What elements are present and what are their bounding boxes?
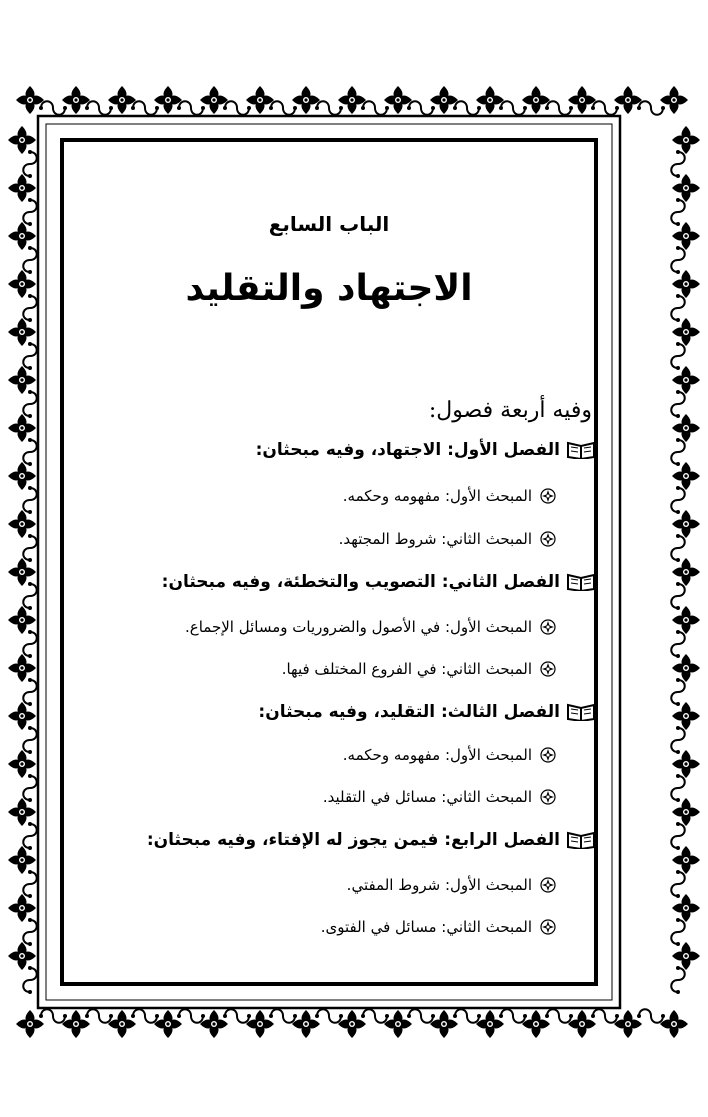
border-ornament: [672, 222, 700, 250]
border-scroll: [637, 101, 665, 115]
chapter-heading: [147, 830, 596, 850]
border-ornament: [672, 366, 700, 394]
border-scroll: [315, 1009, 343, 1023]
open-book-icon: [566, 703, 596, 721]
border-ornament: [672, 942, 700, 970]
border-scroll: [671, 534, 685, 562]
border-scroll: [671, 726, 685, 754]
chapter-title: الفصل الرابع: فيمن يجوز له الإفتاء، وفيه مبحثان:: [146, 830, 560, 850]
border-scroll: [131, 101, 159, 115]
border-ornament: [8, 894, 36, 922]
section-item: [282, 660, 556, 678]
chapter-number: الباب السابع: [268, 212, 390, 236]
border-ornament: [672, 894, 700, 922]
border-ornament: [568, 86, 596, 114]
border-ornament: [8, 510, 36, 538]
border-ornament: [660, 1010, 688, 1038]
border-ornament: [246, 1010, 274, 1038]
border-scroll: [671, 438, 685, 466]
border-ornament: [108, 1010, 136, 1038]
section-item: [343, 487, 556, 505]
border-scroll: [407, 1009, 435, 1023]
border-scroll: [23, 918, 37, 946]
flower-star-icon: [540, 747, 556, 763]
border-scroll: [453, 1009, 481, 1023]
border-ornament: [292, 86, 320, 114]
border-scroll: [671, 918, 685, 946]
flower-star-icon: [540, 531, 556, 547]
border-scroll: [23, 438, 37, 466]
flower-star-icon: [540, 661, 556, 677]
border-scroll: [671, 198, 685, 226]
border-ornament: [338, 86, 366, 114]
border-ornament: [8, 366, 36, 394]
border-ornament: [672, 270, 700, 298]
border-scroll: [131, 1009, 159, 1023]
border-ornament: [8, 318, 36, 346]
border-scroll: [85, 1009, 113, 1023]
border-scroll: [671, 486, 685, 514]
border-ornament: [246, 86, 274, 114]
border-scroll: [671, 678, 685, 706]
border-ornament: [614, 1010, 642, 1038]
border-ornament: [8, 654, 36, 682]
border-ornament: [672, 462, 700, 490]
section-title: المبحث الثاني: شروط المجتهد.: [338, 530, 532, 548]
border-scroll: [407, 101, 435, 115]
border-scroll: [499, 1009, 527, 1023]
border-scroll: [671, 822, 685, 850]
inner-frame: [60, 138, 598, 986]
border-scroll: [23, 774, 37, 802]
section-title: المبحث الأول: في الأصول والضروريات ومسائل الإجماع.: [185, 618, 532, 636]
section-item: [347, 876, 556, 894]
border-scroll: [23, 534, 37, 562]
border-scroll: [23, 246, 37, 274]
border-scroll: [269, 1009, 297, 1023]
border-scroll: [23, 294, 37, 322]
border-ornament: [476, 1010, 504, 1038]
border-ornament: [430, 1010, 458, 1038]
chapter-heading: [256, 440, 596, 460]
border-ornament: [154, 1010, 182, 1038]
border-ornament: [8, 798, 36, 826]
border-ornament: [16, 1010, 44, 1038]
border-ornament: [614, 86, 642, 114]
section-item: [343, 746, 556, 764]
section-title: المبحث الثاني: مسائل في التقليد.: [322, 788, 532, 806]
border-ornament: [672, 750, 700, 778]
border-ornament: [672, 318, 700, 346]
border-scroll: [23, 150, 37, 178]
page-title: الاجتهاد والتقليد: [185, 268, 473, 309]
chapter-title: الفصل الثالث: التقليد، وفيه مبحثان:: [258, 702, 560, 722]
border-scroll: [637, 1009, 665, 1023]
chapter-heading: [258, 702, 596, 722]
open-book-icon: [566, 441, 596, 459]
border-scroll: [671, 246, 685, 274]
border-ornament: [672, 654, 700, 682]
chapter-title: الفصل الأول: الاجتهاد، وفيه مبحثان:: [255, 440, 560, 460]
border-ornament: [384, 1010, 412, 1038]
section-title: المبحث الثاني: في الفروع المختلف فيها.: [281, 660, 532, 678]
border-scroll: [39, 1009, 67, 1023]
border-ornament: [522, 86, 550, 114]
border-scroll: [315, 101, 343, 115]
border-scroll: [361, 101, 389, 115]
section-item: [185, 618, 556, 636]
border-ornament: [8, 558, 36, 586]
border-ornament: [16, 86, 44, 114]
border-scroll: [499, 101, 527, 115]
border-ornament: [8, 942, 36, 970]
border-scroll: [223, 1009, 251, 1023]
border-scroll: [591, 101, 619, 115]
border-scroll: [269, 101, 297, 115]
border-ornament: [672, 606, 700, 634]
border-ornament: [8, 702, 36, 730]
border-ornament: [8, 462, 36, 490]
border-scroll: [223, 101, 251, 115]
open-book-icon: [566, 573, 596, 591]
border-scroll: [23, 678, 37, 706]
flower-star-icon: [540, 789, 556, 805]
border-scroll: [545, 101, 573, 115]
border-ornament: [384, 86, 412, 114]
section-item: [323, 788, 556, 806]
border-ornament: [8, 222, 36, 250]
border-scroll: [23, 390, 37, 418]
border-ornament: [672, 126, 700, 154]
border-ornament: [476, 86, 504, 114]
section-item: [339, 530, 556, 548]
border-scroll: [23, 582, 37, 610]
border-scroll: [671, 630, 685, 658]
border-ornament: [62, 1010, 90, 1038]
border-ornament: [8, 270, 36, 298]
border-scroll: [177, 1009, 205, 1023]
border-scroll: [671, 966, 685, 994]
border-scroll: [671, 390, 685, 418]
flower-star-icon: [540, 919, 556, 935]
border-ornament: [672, 174, 700, 202]
flower-star-icon: [540, 877, 556, 893]
chapter-heading: [162, 572, 596, 592]
border-ornament: [672, 414, 700, 442]
border-scroll: [453, 101, 481, 115]
border-scroll: [23, 822, 37, 850]
border-ornament: [672, 510, 700, 538]
border-scroll: [591, 1009, 619, 1023]
border-scroll: [85, 101, 113, 115]
border-ornament: [8, 846, 36, 874]
border-ornament: [154, 86, 182, 114]
border-scroll: [361, 1009, 389, 1023]
border-ornament: [62, 86, 90, 114]
border-scroll: [23, 726, 37, 754]
border-ornament: [200, 86, 228, 114]
section-item: [321, 918, 556, 936]
section-title: المبحث الأول: مفهومه وحكمه.: [342, 746, 532, 764]
border-ornament: [672, 702, 700, 730]
border-scroll: [23, 870, 37, 898]
border-ornament: [200, 1010, 228, 1038]
border-scroll: [23, 966, 37, 994]
border-ornament: [8, 126, 36, 154]
border-ornament: [292, 1010, 320, 1038]
border-ornament: [672, 846, 700, 874]
border-ornament: [338, 1010, 366, 1038]
border-scroll: [23, 198, 37, 226]
border-ornament: [660, 86, 688, 114]
border-ornament: [108, 86, 136, 114]
border-ornament: [522, 1010, 550, 1038]
border-scroll: [23, 486, 37, 514]
chapter-title: الفصل الثاني: التصويب والتخطئة، وفيه مبحثان:: [161, 572, 560, 592]
border-ornament: [672, 558, 700, 586]
border-ornament: [8, 606, 36, 634]
border-ornament: [672, 798, 700, 826]
intro-text: وفيه أربعة فصول:: [428, 398, 592, 423]
border-scroll: [545, 1009, 573, 1023]
section-title: المبحث الأول: شروط المفتي.: [346, 876, 532, 894]
border-scroll: [23, 342, 37, 370]
section-title: المبحث الثاني: مسائل في الفتوى.: [320, 918, 532, 936]
border-scroll: [671, 150, 685, 178]
border-ornament: [430, 86, 458, 114]
border-ornament: [8, 750, 36, 778]
border-scroll: [23, 630, 37, 658]
border-scroll: [671, 342, 685, 370]
border-scroll: [39, 101, 67, 115]
border-scroll: [671, 294, 685, 322]
border-scroll: [671, 582, 685, 610]
border-ornament: [568, 1010, 596, 1038]
border-scroll: [671, 870, 685, 898]
border-scroll: [671, 774, 685, 802]
border-ornament: [8, 174, 36, 202]
open-book-icon: [566, 831, 596, 849]
border-scroll: [177, 101, 205, 115]
section-title: المبحث الأول: مفهومه وحكمه.: [342, 487, 532, 505]
flower-star-icon: [540, 619, 556, 635]
border-ornament: [8, 414, 36, 442]
flower-star-icon: [540, 488, 556, 504]
